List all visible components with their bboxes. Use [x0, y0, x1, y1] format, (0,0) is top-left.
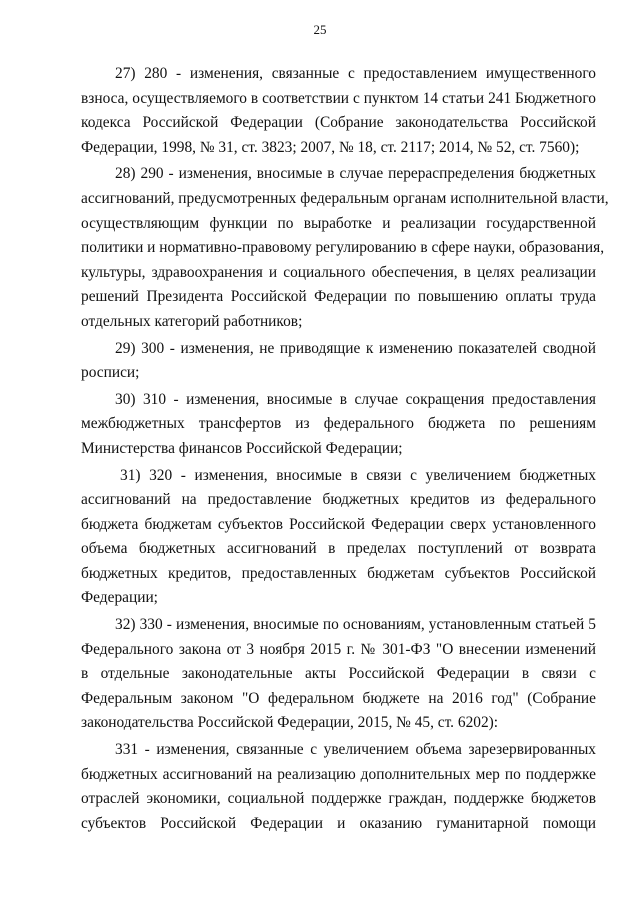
text-line: отраслей экономики, социальной поддержке граждан, поддержке бюджетов — [81, 790, 596, 808]
text-line: законодательства Российской Федерации, 2015, № 45, ст. 6202): — [81, 714, 499, 732]
text-line: объема бюджетных ассигнований в пределах поступлений от возврата — [81, 540, 596, 558]
text-line: 31) 320 - изменения, вносимые в связи с увеличением бюджетных — [120, 466, 596, 484]
text-line: ассигнований на предоставление бюджетных кредитов из федерального — [81, 491, 596, 509]
text-line: ассигнований, предусмотренных федеральным органам исполнительной власти, — [81, 189, 609, 207]
paragraph-item-30 — [81, 388, 596, 462]
text-line: росписи; — [81, 364, 140, 382]
text-line: осуществляющим функции по выработке и реализации государственной — [81, 214, 596, 232]
paragraph-item-32 — [81, 613, 596, 736]
text-line: бюджетных кредитов, предоставленных бюджетам субъектов Российской — [81, 564, 596, 582]
text-line: Министерства финансов Российской Федерации; — [81, 439, 403, 457]
document-body — [81, 62, 609, 838]
text-line: 29) 300 - изменения, не приводящие к изменению показателей сводной — [115, 339, 596, 357]
paragraph-item-28 — [81, 162, 609, 334]
text-line: культуры, здравоохранения и социального обеспечения, в целях реализации — [81, 263, 596, 281]
text-line: 27) 280 - изменения, связанные с предоставлением имущественного — [115, 65, 596, 82]
text-line: 28) 290 - изменения, вносимые в случае перераспределения бюджетных — [115, 165, 596, 183]
text-line: решений Президента Российской Федерации по повышению оплаты труда — [81, 288, 596, 306]
paragraph-item-29 — [81, 337, 596, 386]
text-line: Федеральным законом "О федеральном бюджете на 2016 год" (Собрание — [81, 689, 596, 707]
text-line: взноса, осуществляемого в соответствии с пунктом 14 статьи 241 Бюджетного — [81, 89, 596, 107]
text-line: 30) 310 - изменения, вносимые в случае сокращения предоставления — [115, 390, 596, 408]
text-line: субъектов Российской Федерации и оказанию гуманитарной помощи — [81, 814, 596, 832]
paragraph-item-27 — [81, 62, 596, 160]
page-number: 25 — [313, 22, 327, 37]
text-line: 32) 330 - изменения, вносимые по основаниям, установленным статьей 5 — [115, 616, 596, 634]
text-line: Федерации; — [81, 589, 158, 607]
text-line: 331 - изменения, связанные с увеличением объема зарезервированных — [115, 741, 596, 759]
text-line: Федерации, 1998, № 31, ст. 3823; 2007, № 18, ст. 2117; 2014, № 52, ст. 7560); — [81, 138, 580, 156]
paragraph-item-331 — [81, 738, 596, 836]
text-line: кодекса Российской Федерации (Собрание законодательства Российской — [81, 114, 596, 132]
paragraph-item-31 — [81, 464, 596, 612]
text-line: межбюджетных трансфертов из федерального бюджета по решениям — [81, 415, 596, 433]
text-line: отдельных категорий работников; — [81, 312, 303, 330]
text-line: бюджета бюджетам субъектов Российской Федерации сверх установленного — [81, 515, 596, 533]
text-line: Федерального закона от 3 ноября 2015 г. № 301-ФЗ "О внесении изменений — [81, 640, 596, 658]
text-line: в отдельные законодательные акты Российской Федерации в связи с — [81, 665, 596, 683]
text-line: бюджетных ассигнований на реализацию дополнительных мер по поддержке — [81, 765, 596, 783]
text-line: политики и нормативно-правовому регулированию в сфере науки, образования, — [81, 239, 605, 257]
